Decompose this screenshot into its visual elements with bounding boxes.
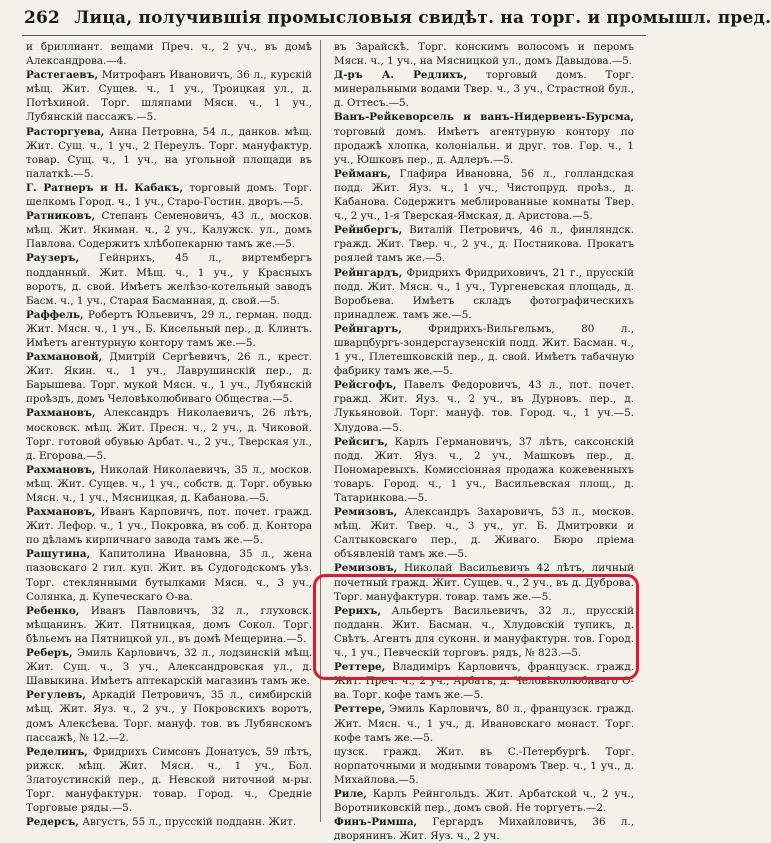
directory-entry <box>26 40 312 68</box>
entry-text: Капитолина Ивановна, 35 л., жена пазовскаго 2 гил. куп. Жит. въ Судогодскомъ уѣз. Торг. стеклянными бутылками Мясн. ч., 3 уч., Солянка, д. Купеческаго О-ва. <box>26 548 312 603</box>
directory-entry <box>334 660 634 702</box>
entry-name: Риле, <box>334 787 367 800</box>
entry-name: Рахмановъ, <box>26 463 96 476</box>
entry-name: Финъ-Римша, <box>334 816 418 829</box>
directory-entry <box>334 110 634 166</box>
entry-text: торговый домъ. Торг. шелкомъ Город. ч., 1 уч., Старо-Гостин. дворъ.—5. <box>26 181 312 209</box>
entry-text: торговый домъ. Торг. минеральными водами Твер. ч., 3 уч., Страстной бул., д. Оттесъ.—5. <box>334 69 634 110</box>
directory-entry <box>334 505 634 561</box>
directory-entry <box>334 378 634 434</box>
entry-text: Августъ, 55 л., прусскій подданн. Жит. <box>82 816 296 829</box>
entry-text: Николай Николаевичъ, 35 л., москов. мѣщ. Жит. Сущев. ч., 1 уч., собств. д. Торг. обувью Мясн. ч., 1 уч., Мясницкая, д. Кабанова.—5. <box>26 463 312 504</box>
directory-entry <box>334 322 634 378</box>
directory-entry <box>26 547 312 603</box>
entry-name: Ратниковъ, <box>26 210 96 223</box>
directory-entry <box>26 604 312 646</box>
entry-text: и бриллиант. вещами Преч. ч., 2 уч., въ домѣ Александрова.—4. <box>26 41 312 68</box>
entry-name: Реттере, <box>334 703 386 716</box>
directory-entry <box>334 40 634 68</box>
entry-name: Ванъ-Рейкеворсель и ванъ-Нидервенъ-Бурсма, <box>334 111 634 124</box>
entry-name: Рейнгардъ, <box>334 266 403 279</box>
entry-text: въ Зарайскѣ. Торг. конскимъ волосомъ и перомъ Мясн. ч., 1 уч., на Мясницкой ул., домъ Давыдова.—5. <box>334 41 634 68</box>
entry-name: Г. Ратнеръ и Н. Кабакъ, <box>26 181 184 194</box>
entry-text: Фридрихъ Фридриховичъ, 21 г., прусскій подд. Жит. Мясн. ч., 1 уч., Тургеневская площадь, д. Воробьева. Имѣетъ складъ фотографическихъ принадлеж. тамъ же.—5. <box>334 266 634 321</box>
entry-text: торговый домъ. Имѣетъ агентурную контору по продажѣ хлопка, колоніальн. и друг. тов. Гор. ч., 1 уч., Юшковъ пер., д. Адлеръ.—5. <box>334 125 634 166</box>
entry-name: Рейсгофъ, <box>334 379 397 392</box>
page-number: 262 <box>24 8 61 28</box>
directory-entry <box>26 125 312 181</box>
directory-entry <box>334 266 634 322</box>
directory-entry <box>26 646 312 688</box>
entry-text: Павелъ Федоровичъ, 43 л., пот. почет. гражд. Жит. Яуз. ч., 2 уч., въ Дурновъ. пер., д. Лукьяновой. Торг. мануф. тов. Город. ч., 1 уч.—5. Хлудова.—5. <box>334 379 634 434</box>
entry-name: Ределинъ, <box>26 745 88 758</box>
entry-text: Дмитрій Сергѣевичъ, 26 л., крест. Жит. Якин. ч., 1 уч., Лаврушинскій пер., д. Барышева. Торг. мукой Мясн. ч., 1 уч., Лубянскій проѣздъ, домъ Человѣколюбиваго Общества.—5. <box>26 351 312 406</box>
directory-entry <box>334 223 634 265</box>
entry-name: Расторгуева, <box>26 125 105 138</box>
directory-entry <box>26 406 312 462</box>
entry-text: Альбертъ Васильевичъ, 32 л., прусскій подданн. Жит. Басман. ч., Хлудовскій тупикъ, д. Свѣтъ. Агентъ для суконн. и мануфактурн. тов. Город. ч., 1 уч., Певческій торговъ. рядъ, № 823.—5. <box>334 604 634 660</box>
entry-name: Рерихъ, <box>334 604 381 617</box>
entry-name: Рахмановъ, <box>26 407 96 420</box>
entry-name: Редерсъ, <box>26 816 79 829</box>
entry-name: Рейсигъ, <box>334 435 388 448</box>
entry-text: Фридрихъ Симсонъ Донатусъ, 59 лѣтъ, рижск. мѣщ. Жит. Мясн. ч., 1 уч., Бол. Златоустинскій пер., д. Невской ниточной м-ры. Торг. мануфактурн. товар. Город. ч., Средніе Торговые ряды.—5. <box>26 745 312 815</box>
entry-name: Ремизовъ, <box>334 506 398 519</box>
entry-text: Глафира Ивановна, 56 л., голландская подд. Жит. Яуз. ч., 1 уч., Чистопруд. проѣз., д. Кабанова. Содержитъ меблированные комнаты Твер. ч., 2 уч., 1-я Тверская-Ямская, д. Аристова.—5. <box>334 167 634 223</box>
entry-name: Ребенко, <box>26 604 80 617</box>
entry-text: Иванъ Карповичъ, пот. почет. гражд. Жит. Лефор. ч., 1 уч., Покровка, въ соб. д. Контора по дѣламъ кирпичнаго завода тамъ же.—5. <box>26 506 312 547</box>
entry-name: Д-ръ А. Редлихъ, <box>334 69 468 82</box>
entry-name: Раффель, <box>26 308 84 321</box>
entry-text: Анна Петровна, 54 л., данков. мѣщ. Жит. Сущ. ч., 1 уч., 2 Переулъ. Торг. мануфактур. товар. Сущ. ч., 1 уч., на угольной площади въ палаткѣ.—5. <box>26 125 312 180</box>
directory-entry <box>26 463 312 505</box>
column-divider <box>320 40 321 822</box>
entry-name: Рейнгартъ, <box>334 322 402 335</box>
directory-entry <box>26 308 312 350</box>
entry-name: Рашутина, <box>26 548 91 561</box>
entry-name: Растегаевъ, <box>26 69 99 82</box>
entry-name: Регулевъ, <box>26 689 86 702</box>
entry-text: Робертъ Юльевичъ, 29 л., герман. подд. Жит. Мясн. ч., 1 уч., Б. Кисельный пер., д. Клинтъ. Имѣетъ агентурную контору тамъ же.—5. <box>26 308 312 349</box>
directory-entry <box>26 745 312 815</box>
entry-text: цузск. гражд. Жит. въ С.-Петербургѣ. Торг. норпаточными и модными товаромъ Твер. ч., 1 уч., д. Михайлова.—5. <box>334 745 634 786</box>
entry-text: Виталій Петровичъ, 46 л., финляндск. гражд. Жит. Твер. ч., 2 уч., д. Постникова. Прокатъ роялей тамъ же.—5. <box>334 224 635 265</box>
directory-entry <box>334 561 634 603</box>
entry-text: Александръ Захаровичъ, 53 л., москов. мѣщ. Жит. Твер. ч., 3 уч., уг. Б. Дмитровки и Салтыковскаго пер., д. Живаго. Бюро пріема объявленій тамъ же.—5. <box>334 506 634 561</box>
entry-text: Владиміръ Карловичъ, французск. гражд. Жит. Преч. ч., 2 уч., Арбатъ, д. Человѣколюбиваго О-ва. Торг. кофе тамъ же.—5. <box>334 661 634 702</box>
entry-name: Рейнбергъ, <box>334 224 403 237</box>
directory-entry <box>26 350 312 406</box>
entry-name: Рейманъ, <box>334 167 391 180</box>
entry-text: Николай Васильевичъ 42 лѣтъ, личный почетный гражд. Жит. Сущев. ч., 2 уч., въ д. Дуброва. Торг. мануфактурн. товар. тамъ же.—5. <box>334 562 634 603</box>
directory-entry <box>334 435 634 505</box>
entry-text: Митрофанъ Ивановичъ, 36 л., курскій мѣщ. Жит. Сущев. ч., 1 уч., Троицкая ул., д. Потѣхиной. Торг. шляпами Мясн. ч., 1 уч., Лубянскій пассажъ.—5. <box>26 69 312 124</box>
directory-entry <box>26 251 312 307</box>
entry-name: Реберъ, <box>26 647 73 660</box>
page-title: Лица, получившія промысловыя свидѣт. на торг. и промышл. пред. <box>74 8 771 28</box>
directory-entry <box>26 688 312 744</box>
directory-entry <box>26 505 312 547</box>
entry-text: Аркадій Петровичъ, 35 л., симбирскій мѣщ. Жит. Яуз. ч., 2 уч., у Покровскихъ воротъ, домъ Алексѣева. Торг. мануф. тов. въ Лубянскомъ пассажѣ, № 12.—2. <box>26 689 312 744</box>
directory-entry <box>334 745 634 787</box>
entry-text: Карлъ Рейнгольдъ. Жит. Арбатской ч., 2 уч., Воротниковскій пер., домъ свой. Не торгуетъ.—2. <box>334 787 634 815</box>
entry-name: Рахмановой, <box>26 351 103 364</box>
directory-entry <box>26 181 312 209</box>
directory-entry <box>26 68 312 124</box>
right-column <box>334 40 635 843</box>
directory-entry <box>26 815 312 829</box>
entry-text: Эмиль Карловичъ, 80 л., французск. гражд. Жит. Мясн. ч., 1 уч., д. Ивановскаго монаст. Торг. кофе тамъ же.—5. <box>334 703 634 744</box>
entry-text: Гергардъ Михайловичъ, 36 л., дворянинъ. Жит. Яуз. ч., 2 уч. <box>334 816 634 843</box>
entry-name: Раузеръ, <box>26 252 80 265</box>
page-header <box>24 8 771 34</box>
left-column <box>26 40 312 829</box>
entry-name: Рахмановъ, <box>26 506 96 519</box>
entry-text: Иванъ Павловичъ, 32 л., глуховск. мѣщанинъ. Жит. Пятницкая, домъ Сокол. Торг. бѣльемъ на Пятницкой ул., въ домѣ Мещерина.—5. <box>26 604 312 645</box>
entry-text: Степанъ Семеновичъ, 43 л., москов. мѣщ. Жит. Якиман. ч., 2 уч., Калужск. ул., домъ Павлова. Содержитъ хлѣбопекарню тамъ же.—5. <box>26 210 312 251</box>
entry-text: Карлъ Германовичъ, 37 лѣтъ, саксонскій подд. Жит. Яуз. ч., 2 уч., Машковъ пер., д. Пономаревыхъ. Комиссіонная продажа кожевенныхъ товаръ. Город. ч., 1 уч., Васильевская площ., д. Татаринкова.—5. <box>334 435 634 504</box>
header-rule <box>22 35 646 36</box>
entry-name: Реттере, <box>334 661 386 674</box>
directory-entry <box>334 68 634 110</box>
entry-name: Ремизовъ, <box>334 562 398 575</box>
directory-entry <box>334 702 634 744</box>
entry-text: Александръ Николаевичъ, 26 лѣтъ, московск. мѣщ. Жит. Пресн. ч., 2 уч., д. Чиковой. Торг. готовой обувью Арбат. ч., 2 уч., Тверская ул., д. Егорова.—5. <box>26 407 312 462</box>
directory-entry <box>334 604 634 660</box>
entry-text: Гейнрихъ, 45 л., виртембергъ подданный. Жит. Мѣщ. ч., 1 уч., у Красныхъ воротъ, д. свой. Имѣетъ желѣзо-котельный заводъ Басм. ч., 1 уч., Старая Басманная, д. свой.—5. <box>26 252 312 307</box>
directory-entry <box>334 167 634 223</box>
directory-entry <box>26 209 312 251</box>
directory-entry <box>334 787 634 815</box>
entry-text: Фридрихъ-Вильгельмъ, 80 л., шварцбургъ-зондерсгаузенскій подд. Жит. Басман. ч., 1 уч., Плетешковскій пер., д. свой. Имѣетъ табачную фабрику тамъ же.—5. <box>334 322 635 378</box>
directory-entry <box>334 815 634 843</box>
entry-text: Эмиль Карловичъ, 32 л., лодзинскій мѣщ. Жит. Сущ. ч., 3 уч., Александровская ул., д. Шавыкина. Имѣетъ аптекарскій магазинъ тамъ же. <box>26 647 312 688</box>
